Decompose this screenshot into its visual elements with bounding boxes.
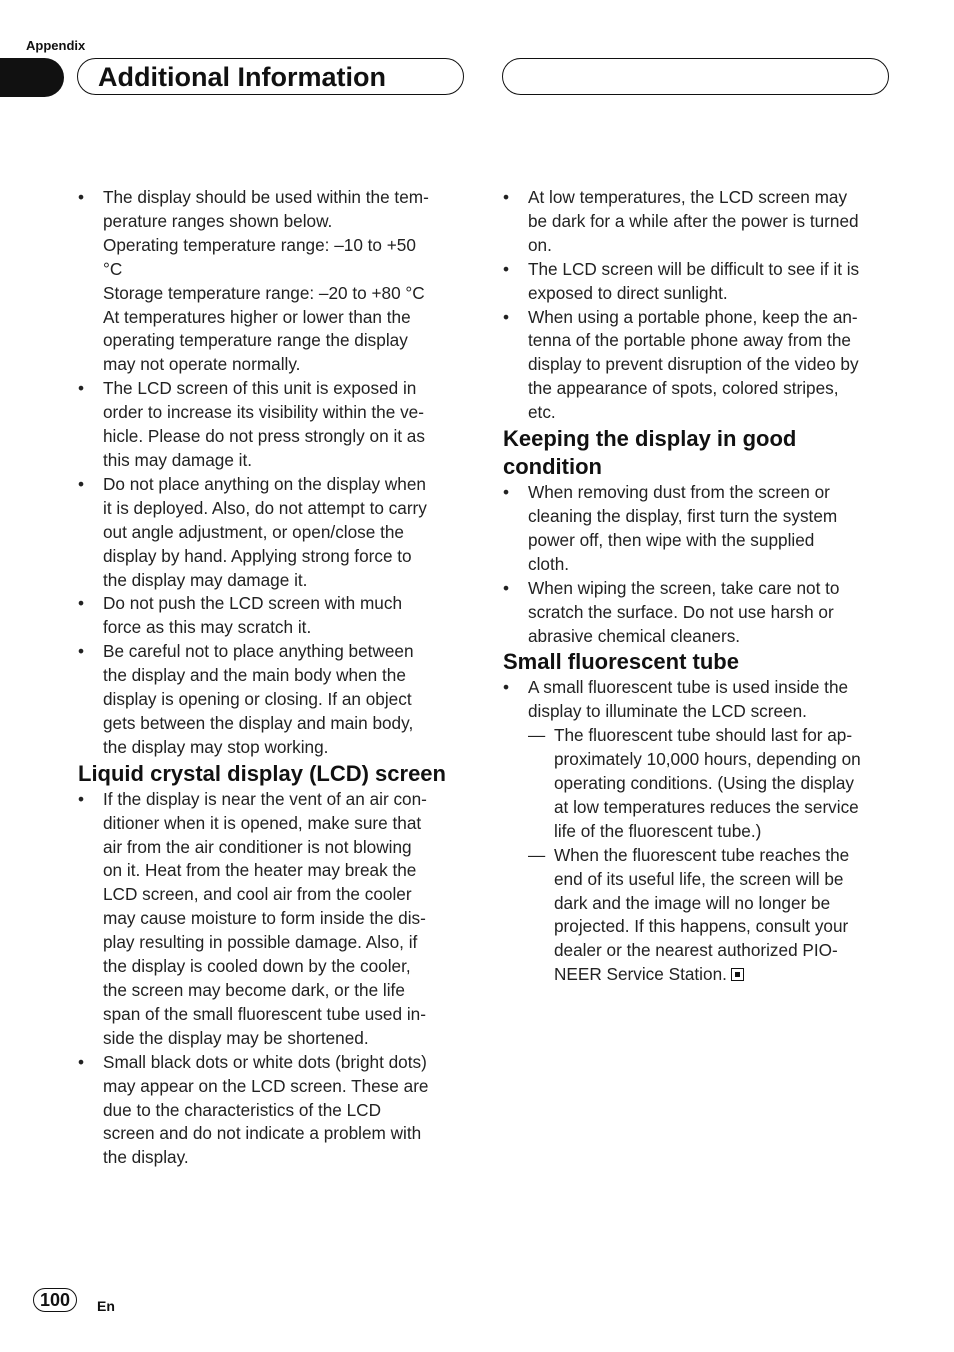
list-item: • When wiping the screen, take care not to scratch the surface. Do not use harsh or abrasive chemical cleaners.: [503, 577, 889, 649]
lcd-section-heading: Liquid crystal display (LCD) screen: [78, 760, 446, 786]
chapter-tab-marker: [0, 58, 64, 97]
lcd-notes-list: [503, 186, 889, 425]
list-item: • The LCD screen will be difficult to see if it is exposed to direct sunlight.: [503, 258, 889, 306]
end-of-section-icon: [731, 968, 744, 981]
title-frame-empty: [502, 58, 889, 95]
list-item: • The display should be used within the tem- perature ranges shown below. Operating temperature range: –10 to +50 °C Storage temperature range: –20 to +80 °C At temperatures higher or lower than the operating temperature range the display may not operate normally.: [78, 186, 462, 377]
page-number: 100: [33, 1288, 77, 1312]
left-column: [78, 186, 462, 1170]
precaution-list: [78, 186, 462, 760]
right-column: [503, 186, 889, 987]
language-code: En: [97, 1298, 115, 1314]
keeping-display-list: [503, 481, 889, 648]
list-item: • Be careful not to place anything between the display and the main body when the display is opening or closing. If an object gets between the display and main body, the display may stop working.: [78, 640, 462, 760]
list-item: • Do not place anything on the display when it is deployed. Also, do not attempt to carry out angle adjustment, or open/close the display by hand. Applying strong force to the display may damage it.: [78, 473, 462, 593]
title-frame: [77, 58, 464, 95]
list-item: • A small fluorescent tube is used inside the display to illuminate the LCD screen. — The fluorescent tube should last for ap- proximately 10,000 hours, depending on operating conditions. (Using the display at low temperatures reduces the service life of the fluorescent tube.) — When the fluorescent tube reaches the end of its useful life, the screen will be dark and the image will no longer be projected. If this happens, consult your dealer or the nearest authorized PIO- NEER Service Station.: [503, 676, 889, 987]
lcd-list: [78, 788, 462, 1171]
section-label: Appendix: [26, 38, 86, 53]
fluorescent-tube-list: [503, 676, 889, 987]
fluorescent-tube-heading: Small fluorescent tube: [503, 649, 739, 675]
dash-mark: —: [528, 844, 546, 865]
dash-item: — When the fluorescent tube reaches the end of its useful life, the screen will be dark and the image will no longer be projected. If this happens, consult your dealer or the nearest authorized PIO- NEER Service Station.: [528, 844, 850, 985]
list-item: • When using a portable phone, keep the an- tenna of the portable phone away from the display to prevent disruption of the video by the appearance of spots, colored stripes, etc.: [503, 306, 889, 426]
page-title: Additional Information: [98, 62, 386, 92]
list-item: • Small black dots or white dots (bright dots) may appear on the LCD screen. These are due to the characteristics of the LCD screen and do not indicate a problem with the display.: [78, 1051, 462, 1171]
dash-item: — The fluorescent tube should last for ap- proximately 10,000 hours, depending on operating conditions. (Using the display at low temperatures reduces the service life of the fluorescent tube.): [528, 725, 861, 841]
list-item: • Do not push the LCD screen with much force as this may scratch it.: [78, 592, 462, 640]
list-item: • The LCD screen of this unit is exposed in order to increase its visibility within the ve- hicle. Please do not press strongly on it as this may damage it.: [78, 377, 462, 473]
dash-mark: —: [528, 725, 546, 746]
keeping-display-heading: Keeping the display in good condition: [503, 426, 797, 480]
list-item: • If the display is near the vent of an air con- ditioner when it is opened, make sure that air from the air conditioner is not blowing on it. Heat from the heater may break the LCD screen, and cool air from the cooler may cause moisture to form inside the dis- play resulting in possible damage. Also, if the display is cooled down by the cooler, the screen may become dark, or the life span of the small fluorescent tube used in- side the display may be shortened.: [78, 788, 462, 1051]
list-item: • When removing dust from the screen or cleaning the display, first turn the system power off, then wipe with the supplied cloth.: [503, 481, 889, 577]
list-item: • At low temperatures, the LCD screen may be dark for a while after the power is turned on.: [503, 186, 889, 258]
